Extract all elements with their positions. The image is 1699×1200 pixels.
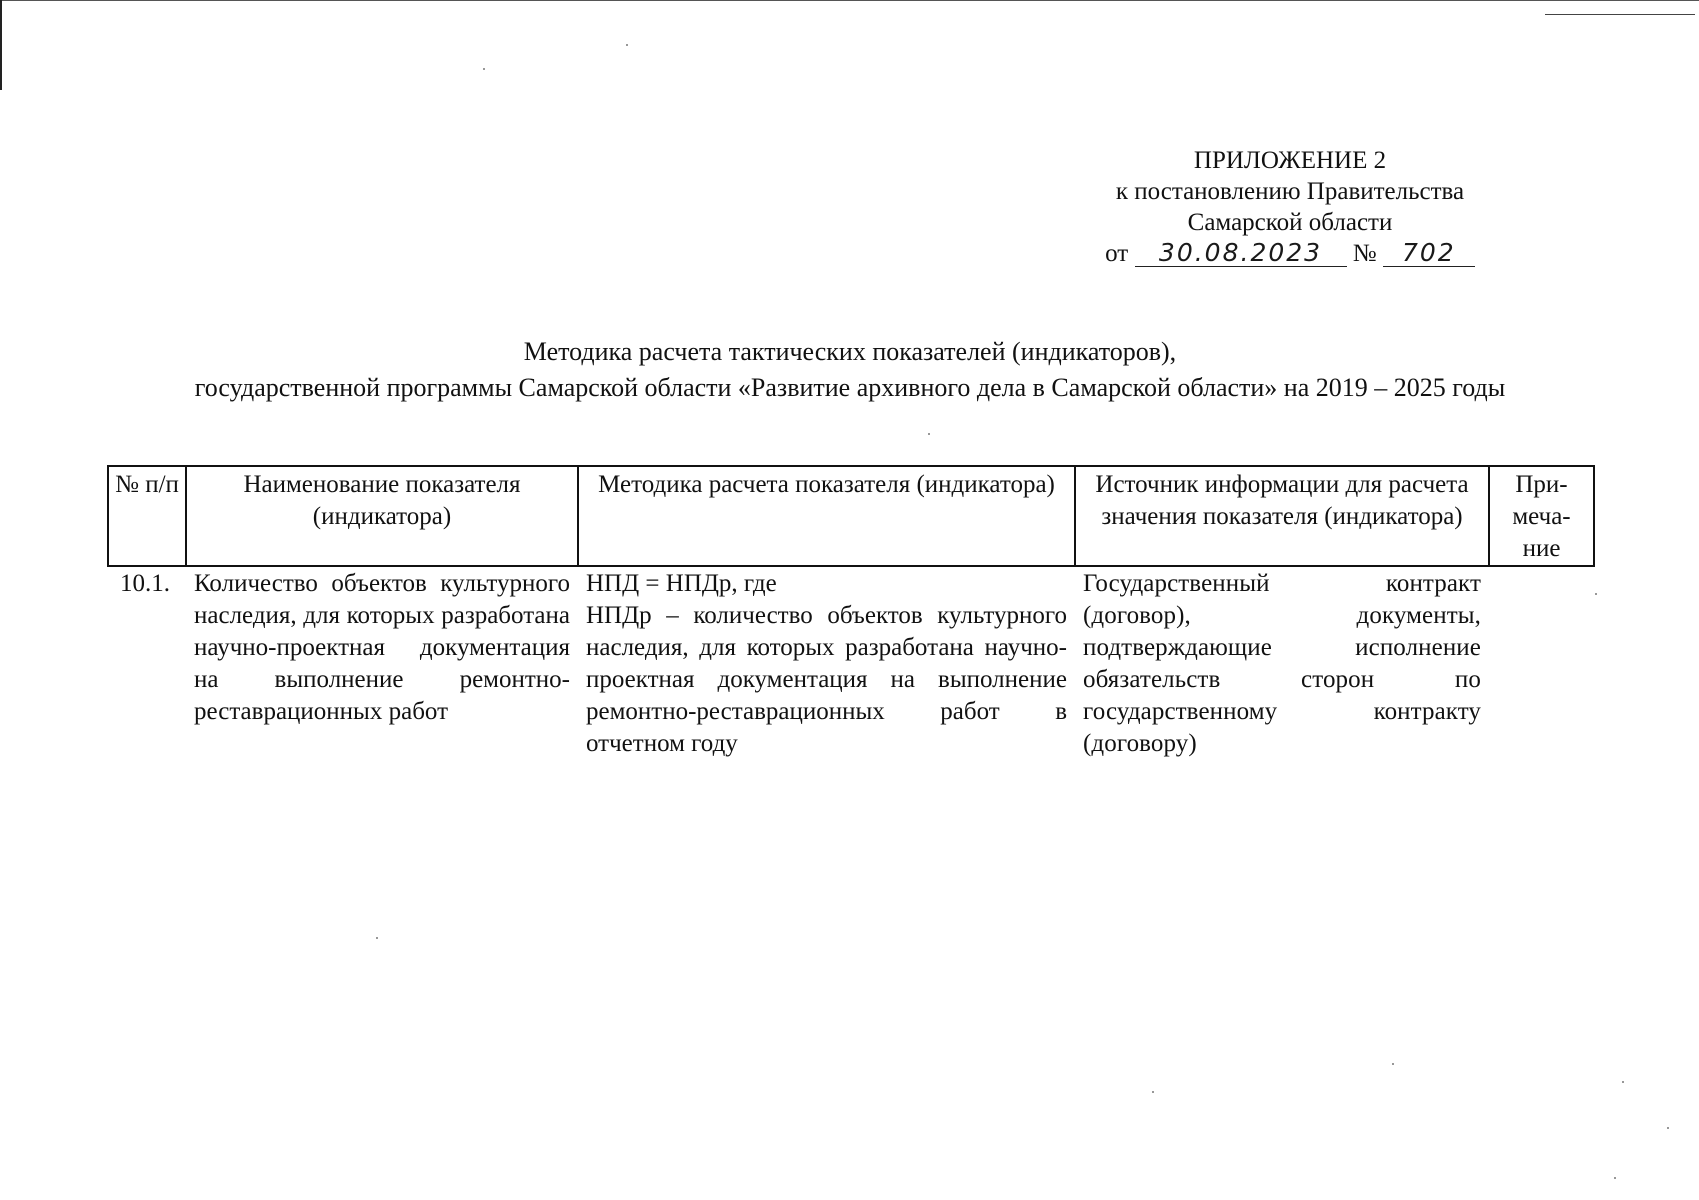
row-num: 10.1. <box>120 570 170 597</box>
handwritten-number: 702 <box>1383 240 1475 267</box>
header-note: При-меча-ние <box>1489 466 1594 566</box>
scan-edge-left <box>0 0 2 90</box>
row-method-cell <box>578 566 1075 760</box>
row-source: Государственный контракт (договор), документы, подтверждающие исполнение обязательств сторон по государственному контракту (договору) <box>1083 570 1481 757</box>
number-prefix: № <box>1352 240 1377 267</box>
scan-speck <box>1622 1081 1624 1083</box>
scan-speck <box>1152 1091 1154 1093</box>
header-method: Методика расчета показателя (индикатора) <box>578 466 1075 566</box>
annex-block <box>1100 145 1480 269</box>
scan-speck <box>626 44 628 46</box>
annex-date-line <box>1100 238 1480 269</box>
annex-line-resolution: к постановлению Правительства <box>1115 178 1465 205</box>
scan-speck <box>483 68 485 70</box>
header-source: Источник информации для расчета значения показателя (индикатора) <box>1075 466 1489 566</box>
row-method-text: НПДр – количество объектов культурного наследия, для которых разработана научно-проектная документация на выполнение ремонтно-реставрационных работ в отчетном году <box>586 602 1067 757</box>
scan-edge-top-right <box>1545 14 1695 15</box>
scan-edge-top <box>0 0 1699 1</box>
title-line-2: государственной программы Самарской области «Развитие архивного дела в Самарской области» на 2019 – 2025 годы <box>194 373 1506 402</box>
scan-speck <box>376 937 378 939</box>
title-line-1: Методика расчета тактических показателей (индикаторов), <box>523 337 1177 366</box>
table-header-row <box>108 466 1594 566</box>
annex-line-region: Самарской области <box>1187 209 1393 236</box>
scan-speck <box>1667 1127 1669 1129</box>
date-prefix: от <box>1105 240 1129 267</box>
row-method-formula: НПД = НПДр, где <box>586 570 777 597</box>
methodology-table <box>107 465 1595 760</box>
document-title <box>110 334 1590 406</box>
scan-speck <box>1392 1063 1394 1065</box>
scan-speck <box>1614 1177 1616 1179</box>
header-name: Наименование показателя (индикатора) <box>186 466 578 566</box>
annex-heading: ПРИЛОЖЕНИЕ 2 <box>1193 147 1387 174</box>
row-indicator-name: Количество объектов культурного наследия, для которых разработана научно-проектная документация на выполнение ремонтно-реставрационных работ <box>194 570 570 725</box>
scan-speck <box>928 433 930 435</box>
table-row <box>108 566 1594 760</box>
scan-speck <box>1595 593 1597 595</box>
row-note <box>1489 566 1594 760</box>
header-num: № п/п <box>108 466 186 566</box>
handwritten-date: 30.08.2023 <box>1135 240 1347 267</box>
